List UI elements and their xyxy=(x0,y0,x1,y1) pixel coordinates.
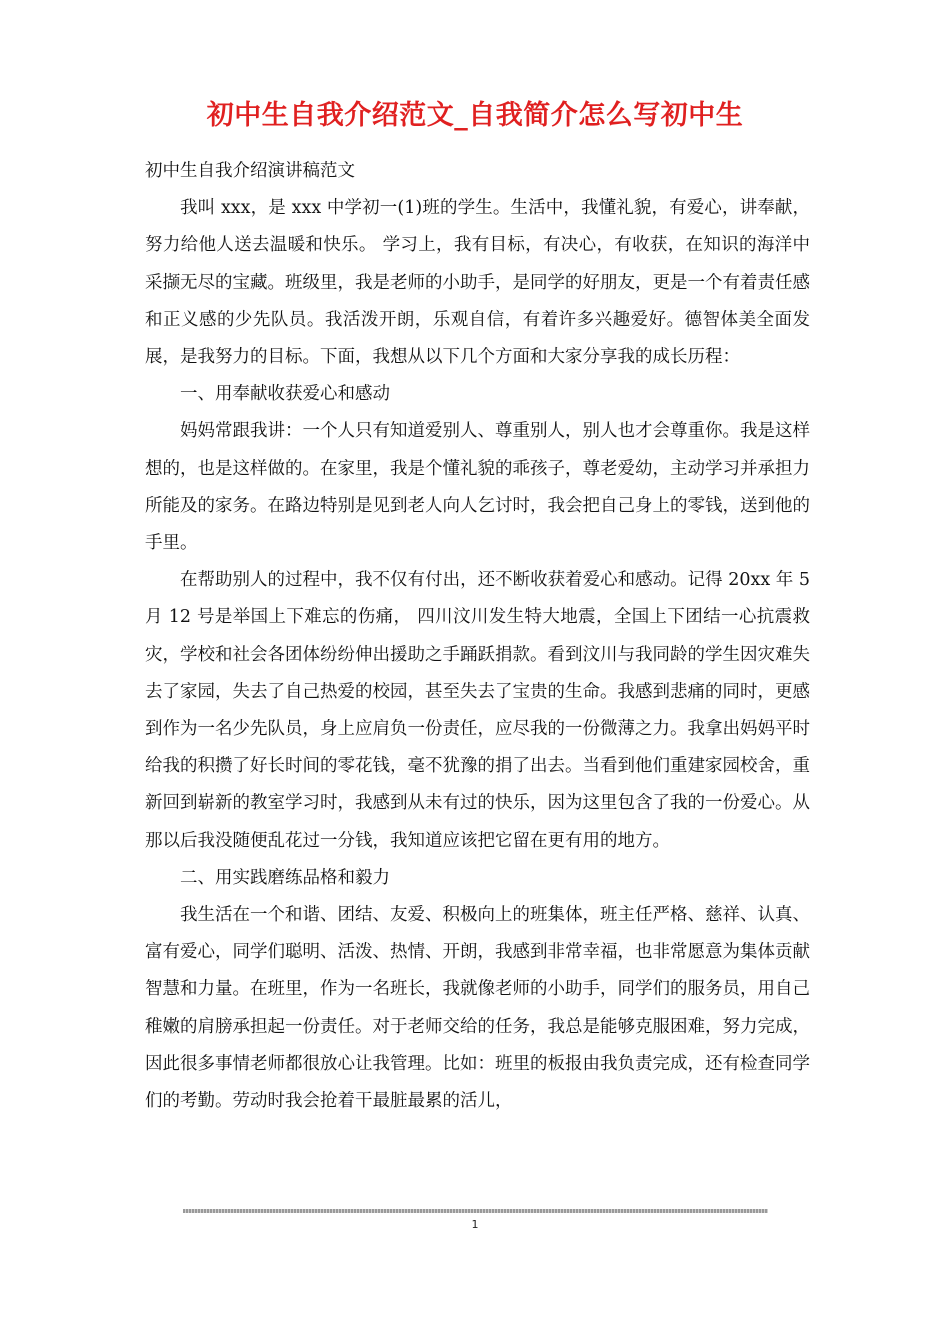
paragraph-intro: 我叫 xxx，是 xxx 中学初一(1)班的学生。生活中，我懂礼貌，有爱心，讲奉献，努力给他人送去温暖和快乐。 学习上，我有目标，有决心，有收获，在知识的海洋中采撷无尽的宝藏。班级里，我是老师的小助手，是同学的好朋友，更是一个有着责任感和正义感的少先队员。我活泼开朗，乐观自信，有着许多兴趣爱好。德智体美全面发展，是我努力的目标。下面，我想从以下几个方面和大家分享我的成长历程： xyxy=(145,198,810,368)
document-title: 初中生自我介绍范文_自我简介怎么写初中生 xyxy=(206,100,744,131)
document-subtitle: 初中生自我介绍演讲稿范文 xyxy=(145,161,355,181)
section-heading-1: 一、用奉献收获爱心和感动 xyxy=(180,384,390,405)
page-number: 1 xyxy=(471,1218,479,1231)
paragraph-mother-advice: 妈妈常跟我讲：一个人只有知道爱别人、尊重别人，别人也才会尊重你。我是这样想的，也是这样做的。在家里，我是个懂礼貌的乖孩子，尊老爱幼，主动学习并承担力所能及的家务。在路边特别是见到老人向人乞讨时，我会把自己身上的零钱，送到他的手里。 xyxy=(145,421,810,554)
footer-divider xyxy=(183,1209,768,1213)
document-body xyxy=(145,153,810,1120)
section-heading-2: 二、用实践磨练品格和毅力 xyxy=(180,867,390,888)
paragraph-helping-others: 在帮助别人的过程中，我不仅有付出，还不断收获着爱心和感动。记得 20xx 年 5 月 12 号是举国上下难忘的伤痛， 四川汶川发生特大地震，全国上下团结一心抗震救灾，学校和社会各团体纷纷伸出援助之手踊跃捐款。看到汶川与我同龄的学生因灾难失去了家园，失去了自己热爱的校园，甚至失去了宝贵的生命。我感到悲痛的同时，更感到作为一名少先队员，身上应肩负一份责任，应尽我的一份微薄之力。我拿出妈妈平时给我的积攒了好长时间的零花钱，毫不犹豫的捐了出去。当看到他们重建家园校舍，重新回到崭新的教室学习时，我感到从未有过的快乐，因为这里包含了我的一份爱心。从那以后我没随便乱花过一分钱，我知道应该把它留在更有用的地方。 xyxy=(145,570,810,851)
paragraph-class-life: 我生活在一个和谐、团结、友爱、积极向上的班集体，班主任严格、慈祥、认真、富有爱心，同学们聪明、活泼、热情、开朗，我感到非常幸福，也非常愿意为集体贡献智慧和力量。在班里，作为一名班长，我就像老师的小助手，同学们的服务员，用自己稚嫩的肩膀承担起一份责任。对于老师交给的任务，我总是能够克服困难，努力完成，因此很多事情老师都很放心让我管理。比如：班里的板报由我负责完成，还有检查同学们的考勤。劳动时我会抢着干最脏最累的活儿， xyxy=(145,905,810,1112)
